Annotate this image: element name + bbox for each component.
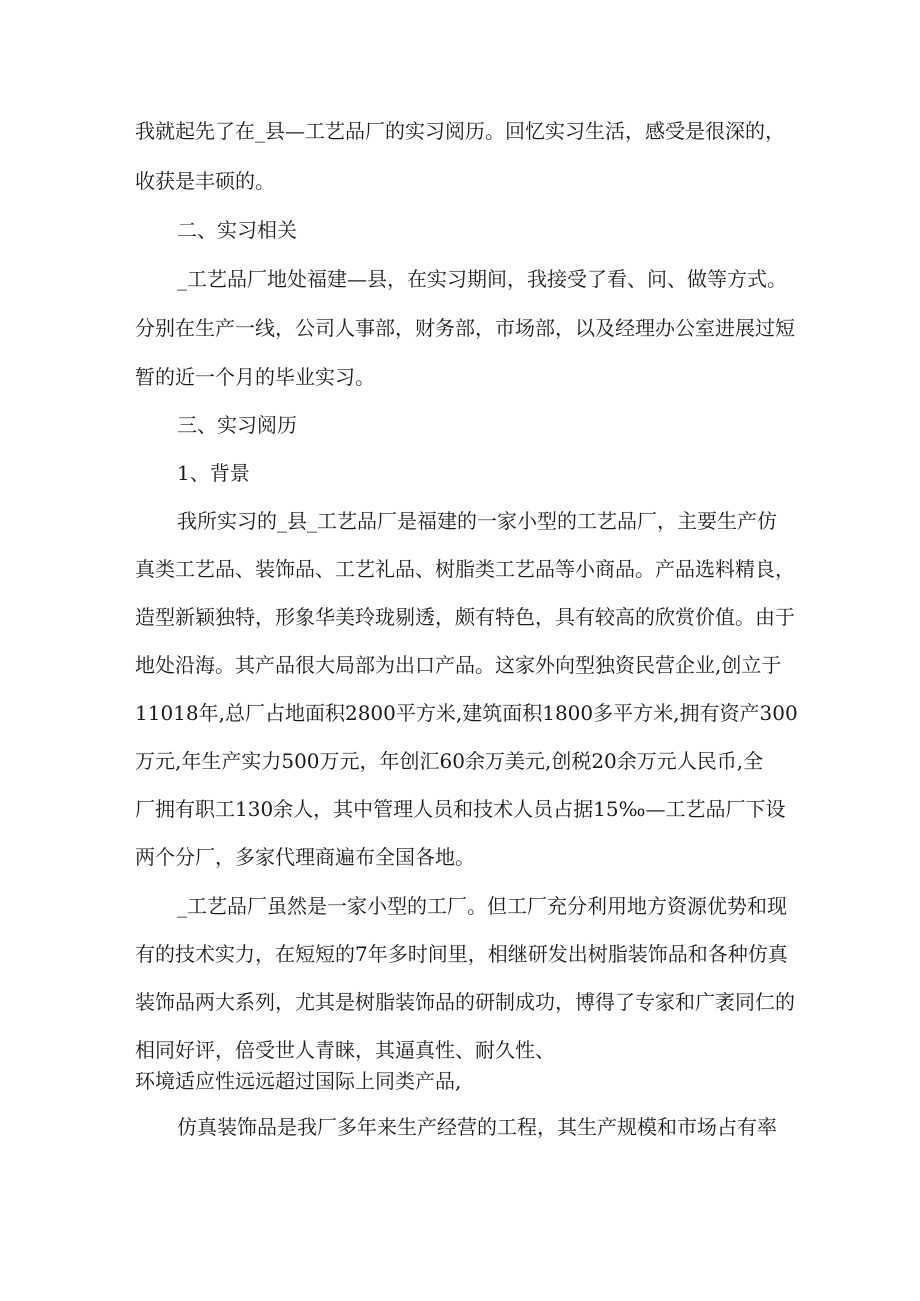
paragraph-line: 真类工艺品、装饰品、工艺礼品、树脂类工艺品等小商品。产品选料精良， [135, 557, 795, 581]
paragraph-line: 11018年,总厂占地面积2800平方米,建筑面积1800多平方米,拥有资产300 [135, 701, 798, 725]
paragraph-line: 分别在生产一线，公司人事部，财务部，市场部，以及经理办公室进展过短 [135, 316, 795, 340]
paragraph-line: 造型新颖独特，形象华美玲珑剔透，颇有特色，具有较高的欣赏价值。由于 [135, 605, 795, 629]
paragraph-line: 环境适应性远远超过国际上同类产品, [135, 1069, 462, 1093]
paragraph-line: 有的技术实力，在短短的7年多时间里，相继研发出树脂装饰品和各种仿真 [135, 942, 788, 966]
paragraph-line: 地处沿海。其产品很大局部为出口产品。这家外向型独资民营企业,创立于 [135, 653, 782, 677]
paragraph-line: 仿真装饰品是我厂多年来生产经营的工程，其生产规模和市场占有率 [177, 1115, 777, 1139]
paragraph-line: 我就起先了在_县—工艺品厂的实习阅历。回忆实习生活，感受是很深的， [135, 119, 785, 143]
paragraph-line: 收获是丰硕的。 [135, 169, 275, 193]
paragraph-line: 相同好评，倍受世人青睐，其逼真性、耐久性、 [135, 1038, 555, 1062]
section-heading: 三、实习阅历 [177, 413, 297, 437]
paragraph-line: _工艺品厂虽然是一家小型的工厂。但工厂充分利用地方资源优势和现 [177, 894, 787, 918]
paragraph-line: 两个分厂，多家代理商遍布全国各地。 [135, 845, 475, 869]
paragraph-line: _工艺品厂地处福建—县，在实习期间，我接受了看、问、做等方式。 [177, 267, 787, 291]
paragraph-line: 厂拥有职工130余人，其中管理人员和技术人员占据15‰—工艺品厂下设 [135, 797, 786, 821]
paragraph-line: 万元,年生产实力500万元，年创汇60余万美元,创税20余万元人民币,全 [135, 749, 764, 773]
paragraph-line: 暂的近一个月的毕业实习。 [135, 365, 375, 389]
section-heading: 二、实习相关 [177, 218, 297, 242]
paragraph-line: 我所实习的_县_工艺品厂是福建的一家小型的工艺品厂，主要生产仿 [177, 509, 777, 533]
subsection-heading: 1、背景 [177, 461, 250, 485]
paragraph-line: 装饰品两大系列，尤其是树脂装饰品的研制成功，博得了专家和广袤同仁的 [135, 990, 795, 1014]
